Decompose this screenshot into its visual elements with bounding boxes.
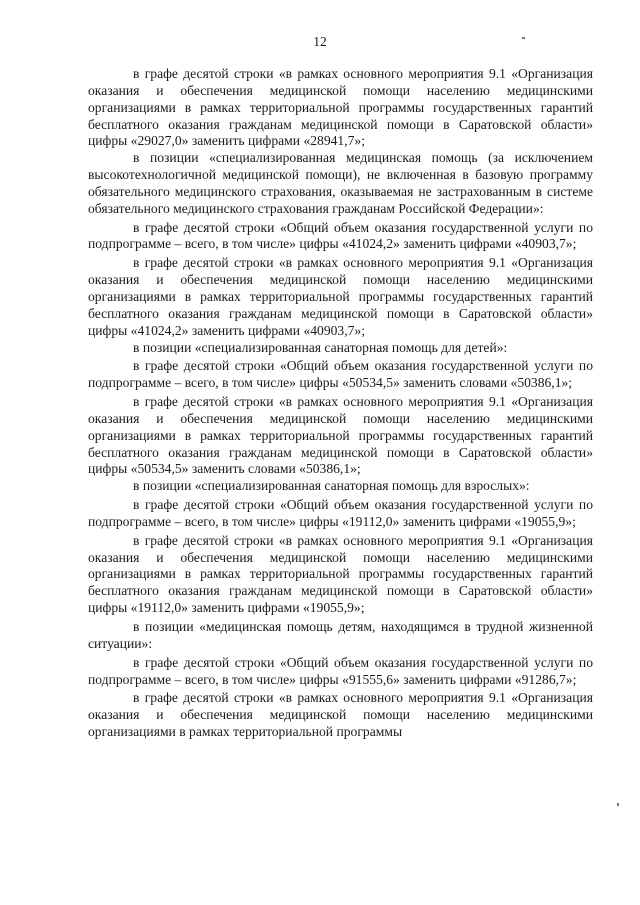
paragraph: в позиции «специализированная санаторная помощь для детей»: [133,339,508,355]
paragraph: в графе десятой строки «Общий объем оказания государственной услуги по подпрограмме – всего, в том числе» цифры «41024,2» заменить цифрами «40903,7»; [88,219,593,252]
paragraph: в графе десятой строки «Общий объем оказания государственной услуги по подпрограмме – всего, в том числе» цифры «50534,5» заменить словами «50386,1»; [88,358,593,391]
page-number: 12 [313,34,327,49]
paragraph: в графе десятой строки «в рамках основного мероприятия 9.1 «Организация оказания и обеспечения медицинской помощи населению медицинскими организациями в рамках территориальной программы государственных гарантий бесплатного оказания гражданам медицинской помощи в Саратовской области» цифры «41024,2» заменить цифрами «40903,7»; [88,255,593,338]
paragraph: в графе десятой строки «Общий объем оказания государственной услуги по подпрограмме – всего, в том числе» цифры «19112,0» заменить цифрами «19055,9»; [88,497,593,529]
paragraph: в графе десятой строки «Общий объем оказания государственной услуги по подпрограмме – всего, в том числе» цифры «91555,6» заменить цифрами «91286,7»; [88,654,593,687]
paragraph: в позиции «медицинская помощь детям, находящимся в трудной жизненной ситуации»: [88,619,593,651]
paragraph: в графе десятой строки «в рамках основного мероприятия 9.1 «Организация оказания и обеспечения медицинской помощи населению медицинскими организациями в рамках территориальной программы государственных гарантий бесплатного оказания гражданам медицинской помощи в Саратовской области» цифры «19112,0» заменить цифрами «19055,9»; [88,532,593,616]
paragraph: в графе десятой строки «в рамках основного мероприятия 9.1 «Организация оказания и обеспечения медицинской помощи населению медицинскими организациями в рамках территориальной программы [88,690,593,740]
document-body [88,66,593,741]
paragraph: в позиции «специализированная санаторная помощь для взрослых»: [133,478,530,494]
scan-speck [522,37,525,39]
paragraph: в позиции «специализированная медицинская помощь (за исключением высокотехнологичной медицинской помощи), не включенная в базовую программу обязательного медицинского страхования, оказываемая не застрахованным в системе обязательного медицинского страхования гражданам Российской Федерации»: [88,150,593,216]
scan-speck [617,803,619,806]
paragraph: в графе десятой строки «в рамках основного мероприятия 9.1 «Организация оказания и обеспечения медицинской помощи населению медицинскими организациями в рамках территориальной программы государственных гарантий бесплатного оказания гражданам медицинской помощи в Саратовской области» цифры «29027,0» заменить цифрами «28941,7»; [88,66,593,149]
paragraph: в графе десятой строки «в рамках основного мероприятия 9.1 «Организация оказания и обеспечения медицинской помощи населению медицинскими организациями в рамках территориальной программы государственных гарантий бесплатного оказания гражданам медицинской помощи в Саратовской области» цифры «50534,5» заменить словами «50386,1»; [88,394,593,477]
